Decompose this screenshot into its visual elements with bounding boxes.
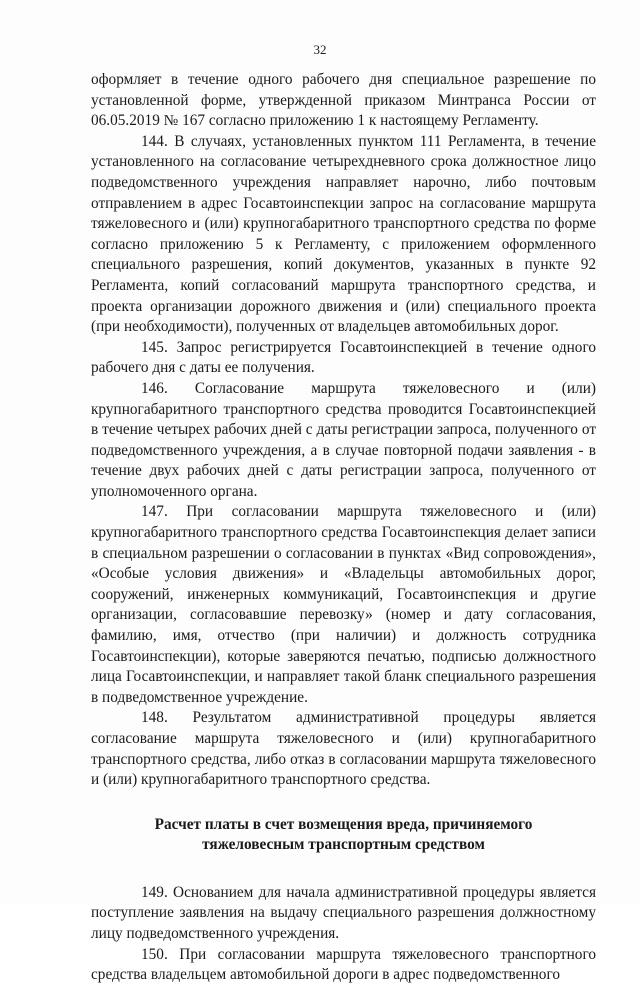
paragraph-148: 148. Результатом административной процедуры является согласование маршрута тяжеловесного и (или) крупногабаритного транспортного средства, либо отказ в согласовании маршрута тяжеловесного и (или) крупногабаритного транспортного средства. <box>91 709 596 789</box>
page-number: 32 <box>313 42 327 57</box>
paragraph-147: 147. При согласовании маршрута тяжеловесного и (или) крупногабаритного транспортного средства Госавтоинспекция делает записи в специальном разрешении о согласовании в пунктах «Вид сопровождения», «Особые условия движения» и «Владельцы автомобильных дорог, сооружений, инженерных коммуникаций, Госавтоинспекция и другие организации, согласовавшие перевозку» (номер и дату согласования, фамилию, имя, отчество (при наличии) и должность сотрудника Госавтоинспекции), которые заверяются печатью, подписью должностного лица Госавтоинспекции, и направляет такой бланк специального разрешения в подведомственное учреждение. <box>91 503 596 706</box>
document-body <box>91 70 596 986</box>
paragraph-continuation: оформляет в течение одного рабочего дня специальное разрешение по установленной форме, утвержденной приказом Минтранса России от 06.05.2019 № 167 согласно приложению 1 к настоящему Регламенту. <box>91 71 596 130</box>
paragraph-149: 149. Основанием для начала административной процедуры является поступление заявления на выдачу специального разрешения должностному лицу подведомственного учреждения. <box>91 883 596 942</box>
paragraph-146: 146. Согласование маршрута тяжеловесного и (или) крупногабаритного транспортного средства проводится Госавтоинспекцией в течение четырех рабочих дней с даты регистрации запроса, полученного от подведомственного учреждения, а в случае повторной подачи заявления - в течение двух рабочих дней с даты регистрации запроса, полученного от уполномоченного органа. <box>91 379 596 500</box>
paragraph-144: 144. В случаях, установленных пунктом 111 Регламента, в течение установленного на согласование четырехдневного срока должностное лицо подведомственного учреждения направляет нарочно, либо почтовым отправлением в адрес Госавтоинспекции запрос на согласование маршрута тяжеловесного и (или) крупногабаритного транспортного средства по форме согласно приложению 5 к Регламенту, с приложением оформленного специального разрешения, копий документов, указанных в пункте 92 Регламента, копий согласований маршрута транспортного средства, и проекта организации дорожного движения и (или) специального проекта (при необходимости), полученных от владельцев автомобильных дорог. <box>91 132 596 336</box>
paragraph-150: 150. При согласовании маршрута тяжеловесного транспортного средства владельцем автомобильной дороги в адрес подведомственного <box>91 945 596 984</box>
section-heading: Расчет платы в счет возмещения вреда, причиняемого тяжеловесным транспортным средством <box>154 815 533 853</box>
paragraph-145: 145. Запрос регистрируется Госавтоинспекцией в течение одного рабочего дня с даты ее получения. <box>91 338 596 377</box>
